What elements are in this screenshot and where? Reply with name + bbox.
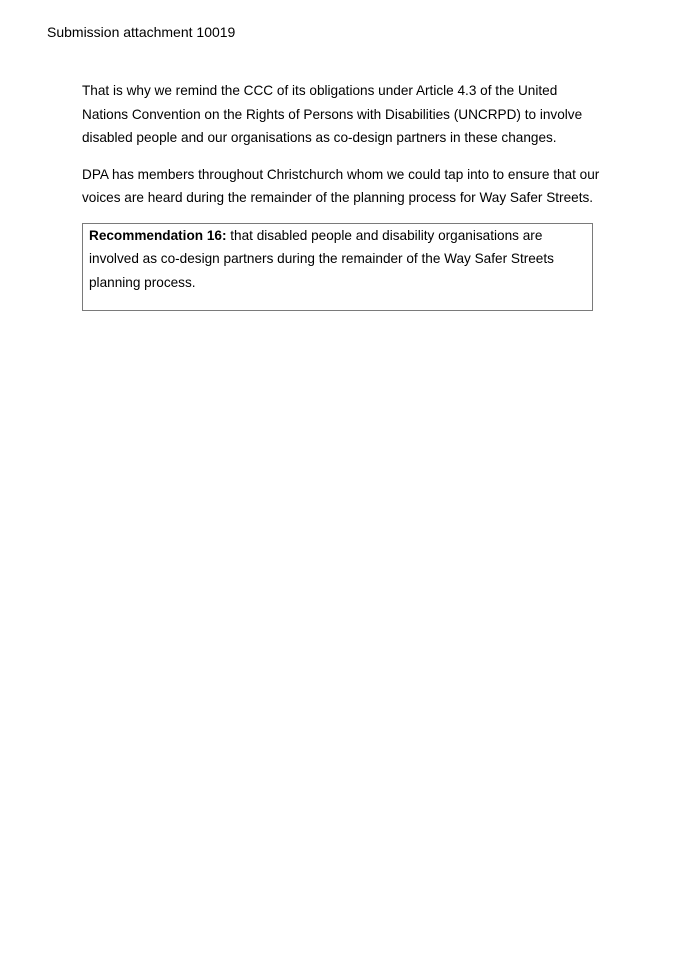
submission-attachment-label: Submission attachment 10019 [47,24,236,40]
recommendation-box [82,223,593,312]
paragraph-uncrpd-obligations: That is why we remind the CCC of its obligations under Article 4.3 of the United Nations Convention on the Rights of Persons with Disabilities (UNCRPD) to involve disabled people and our organisations as co-design partners in these changes. [82,83,583,145]
document-body [82,79,602,311]
recommendation-label: Recommendation 16: [89,227,227,243]
paragraph-dpa-members: DPA has members throughout Christchurch whom we could tap into to ensure that our voices are heard during the remainder of the planning process for Way Safer Streets. [82,166,600,205]
recommendation-text: that disabled people and disability organisations are involved as co-design partners during the remainder of the Way Safer Streets planning process. [89,227,554,290]
